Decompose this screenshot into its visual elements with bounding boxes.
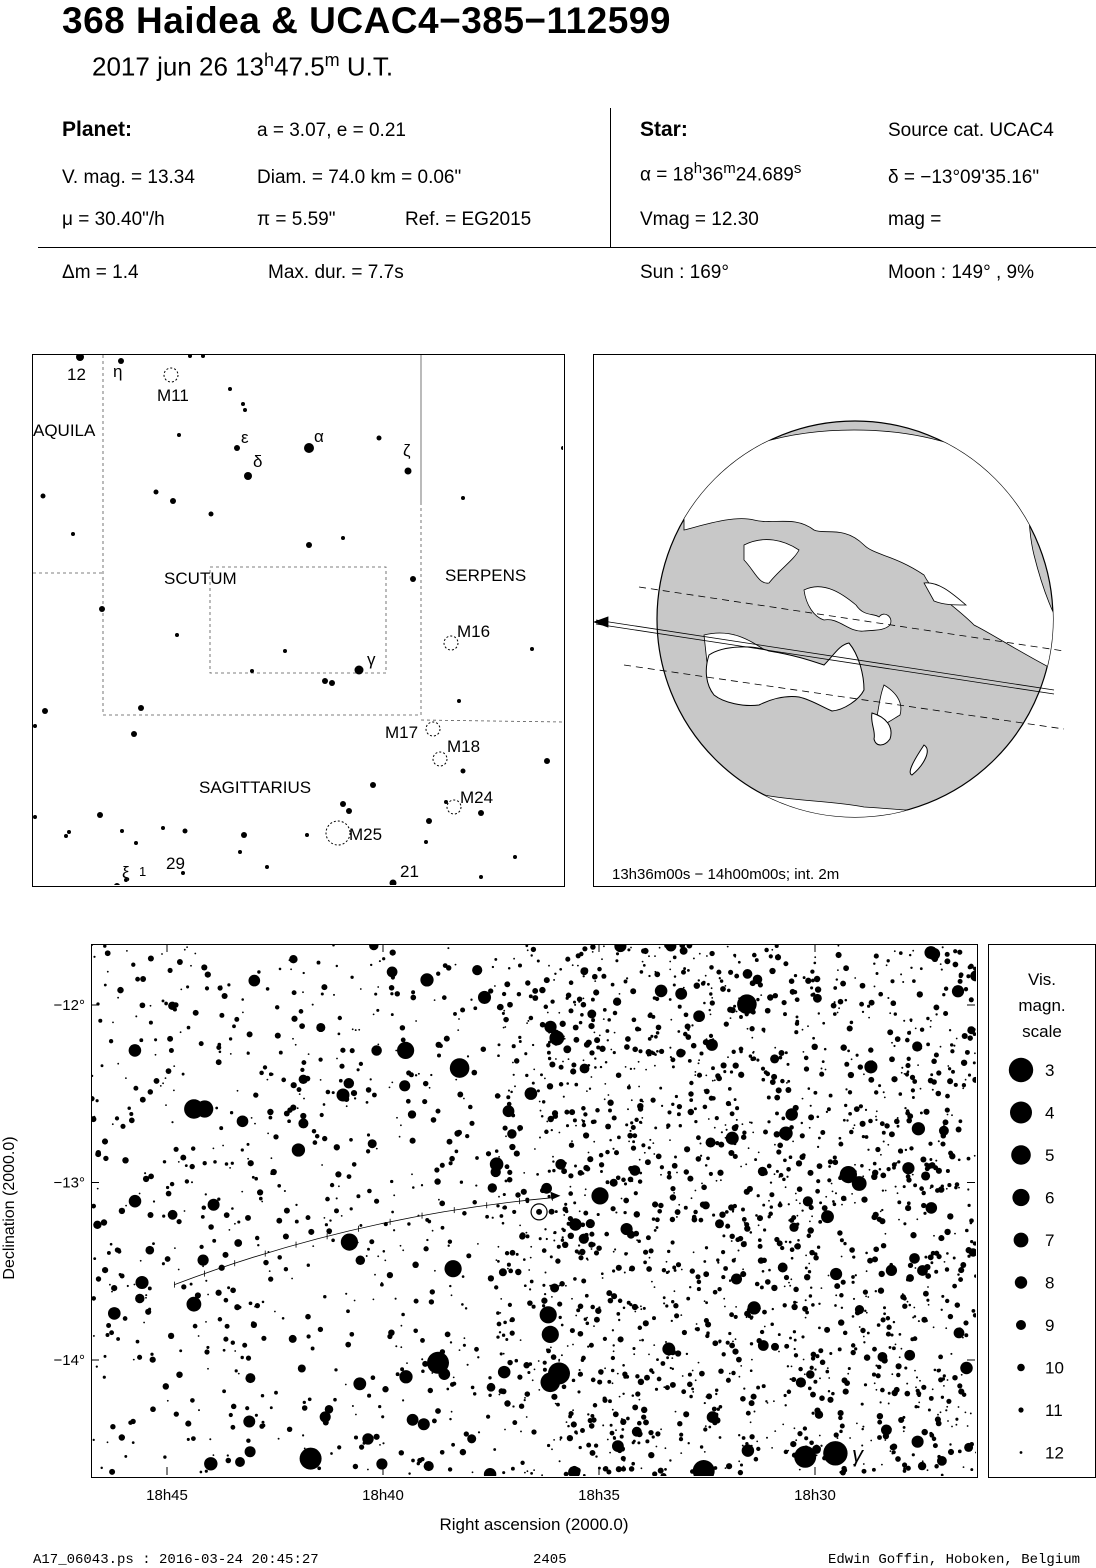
x-tick-label: 18h35 bbox=[578, 1487, 620, 1504]
delta-magnitude: Δm = 1.4 bbox=[62, 262, 139, 283]
constellation-serpens: SERPENS bbox=[445, 566, 527, 585]
star-heading: Star: bbox=[640, 118, 688, 141]
label-xi-index: 1 bbox=[139, 864, 147, 879]
footer-file: A17_06043.ps : 2016-03-24 20:45:27 bbox=[33, 1552, 319, 1568]
planet-reference: Ref. = EG2015 bbox=[405, 209, 532, 230]
scale-dot bbox=[1012, 1189, 1029, 1206]
label-21: 21 bbox=[400, 862, 419, 881]
info-divider-horizontal bbox=[38, 247, 1096, 248]
scale-dot bbox=[1010, 1102, 1032, 1124]
scale-label: 12 bbox=[1045, 1443, 1064, 1463]
label-m24: M24 bbox=[460, 788, 494, 807]
y-axis-label: Declination (2000.0) bbox=[1, 1136, 18, 1280]
magnitude-scale bbox=[988, 944, 1096, 1478]
moon-elongation: Moon : 149° , 9% bbox=[888, 262, 1034, 283]
y-tick-label: −12° bbox=[53, 997, 85, 1014]
planet-motion: μ = 30.40"/h bbox=[62, 209, 165, 230]
label-alpha: α bbox=[314, 427, 324, 446]
globe-panel bbox=[593, 354, 1096, 887]
scale-label: 4 bbox=[1045, 1103, 1055, 1123]
scale-label: 6 bbox=[1045, 1188, 1055, 1208]
info-divider-vertical bbox=[610, 108, 611, 248]
scale-dot bbox=[1017, 1364, 1025, 1372]
planet-heading: Planet: bbox=[62, 118, 133, 141]
star-source: Source cat. UCAC4 bbox=[888, 120, 1054, 141]
finder-labels bbox=[33, 362, 526, 882]
planet-diameter: Diam. = 74.0 km = 0.06" bbox=[257, 167, 462, 188]
scale-dot bbox=[1018, 1407, 1023, 1412]
event-datetime: 2017 jun 26 13$^h$47.5$^m$ U.T. bbox=[92, 50, 394, 82]
label-epsilon: ε bbox=[241, 428, 249, 447]
x-tick-label: 18h30 bbox=[794, 1487, 836, 1504]
label-12: 12 bbox=[67, 365, 86, 384]
scale-svg bbox=[989, 945, 1095, 1476]
label-29: 29 bbox=[166, 854, 185, 873]
star-dec: δ = −13°09'35.16" bbox=[888, 167, 1040, 188]
scale-dot bbox=[1016, 1320, 1026, 1330]
page-title: 368 Haidea & UCAC4−385−112599 bbox=[62, 0, 671, 41]
footer-author: Edwin Goffin, Hoboken, Belgium bbox=[828, 1552, 1081, 1568]
globe-caption: 13h36m00s − 14h00m00s; int. 2m bbox=[612, 866, 840, 883]
scale-label: 10 bbox=[1045, 1358, 1064, 1378]
label-delta: δ bbox=[253, 452, 263, 471]
scale-dot bbox=[1020, 1451, 1023, 1454]
scale-dot bbox=[1009, 1058, 1033, 1082]
planet-orbit: a = 3.07, e = 0.21 bbox=[257, 120, 406, 141]
constellation-scutum: SCUTUM bbox=[164, 569, 237, 588]
finder-chart-svg bbox=[33, 355, 563, 885]
label-m17: M17 bbox=[385, 723, 419, 742]
label-gamma: γ bbox=[367, 650, 376, 669]
scale-title: Vis. magn. scale bbox=[1018, 970, 1066, 1041]
scale-label: 9 bbox=[1045, 1316, 1055, 1335]
x-tick-label: 18h45 bbox=[146, 1487, 188, 1504]
planet-vmag: V. mag. = 13.34 bbox=[62, 167, 195, 188]
scale-label: 5 bbox=[1045, 1146, 1055, 1165]
scale-label: 7 bbox=[1045, 1231, 1055, 1250]
footer-code: 2405 bbox=[533, 1552, 567, 1568]
x-axis-label: Right ascension (2000.0) bbox=[439, 1515, 629, 1534]
finder-chart bbox=[32, 354, 565, 887]
max-duration: Max. dur. = 7.7s bbox=[268, 262, 404, 283]
deep-sky-objects bbox=[164, 368, 461, 845]
globe-svg bbox=[594, 355, 1094, 885]
label-m25: M25 bbox=[349, 825, 383, 844]
constellation-boundaries bbox=[33, 355, 563, 722]
scale-dot bbox=[1011, 1145, 1031, 1165]
star-mag: mag = bbox=[888, 209, 942, 230]
scale-label: 11 bbox=[1045, 1401, 1063, 1420]
gamma-label: γ bbox=[852, 1442, 863, 1467]
star-vmag: Vmag = 12.30 bbox=[640, 209, 759, 230]
scale-dot bbox=[1015, 1276, 1027, 1288]
constellation-sagittarius: SAGITTARIUS bbox=[199, 778, 312, 797]
label-m16: M16 bbox=[457, 622, 491, 641]
label-m18: M18 bbox=[447, 737, 481, 756]
sun-elongation: Sun : 169° bbox=[640, 262, 729, 283]
label-xi: ξ bbox=[122, 863, 130, 882]
star-ra: $\alpha = 18^h36^m24.689^s$ bbox=[640, 160, 802, 186]
scale-label: 3 bbox=[1045, 1061, 1055, 1080]
label-m11: M11 bbox=[157, 386, 189, 405]
y-tick-label: −13° bbox=[53, 1174, 85, 1192]
scale-dot bbox=[1014, 1233, 1029, 1248]
planet-parallax: π = 5.59" bbox=[257, 209, 336, 230]
label-zeta: ζ bbox=[403, 441, 411, 460]
y-tick-label: −14° bbox=[53, 1352, 85, 1369]
detail-axes bbox=[0, 940, 1096, 1540]
constellation-aquila: AQUILA bbox=[33, 421, 96, 440]
label-eta: η bbox=[113, 362, 123, 381]
x-tick-label: 18h40 bbox=[362, 1487, 404, 1504]
scale-label: 8 bbox=[1045, 1273, 1055, 1293]
